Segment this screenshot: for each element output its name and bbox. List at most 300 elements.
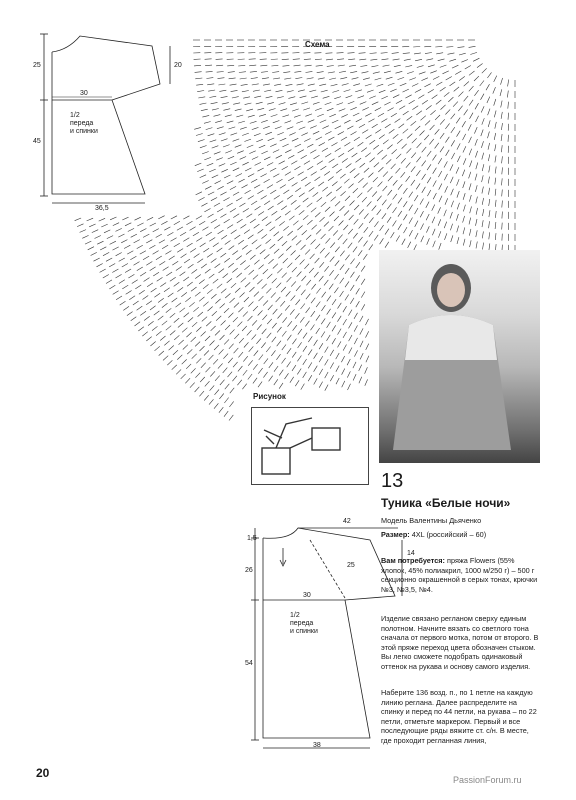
stitch-mark — [97, 264, 103, 267]
stitch-mark — [240, 224, 246, 228]
stitch-mark — [276, 283, 281, 288]
stitch-mark — [214, 203, 220, 206]
stitch-mark — [354, 137, 360, 141]
stitch-mark — [232, 97, 239, 98]
stitch-mark — [288, 231, 293, 236]
stitch-mark — [228, 313, 233, 318]
stitch-mark — [444, 210, 447, 217]
stitch-mark — [219, 164, 225, 167]
stitch-mark — [369, 96, 376, 99]
stitch-mark — [282, 273, 287, 278]
stitch-mark — [283, 72, 290, 73]
stitch-mark — [259, 355, 263, 361]
stitch-mark — [304, 264, 309, 269]
stitch-mark — [230, 329, 235, 334]
stitch-mark — [255, 206, 261, 210]
stitch-mark — [106, 258, 112, 261]
stitch-mark — [196, 84, 203, 85]
stitch-mark — [366, 356, 369, 362]
stitch-mark — [469, 71, 475, 75]
top-label-30: 30 — [80, 90, 88, 97]
stitch-mark — [179, 340, 184, 345]
stitch-mark — [475, 174, 477, 181]
stitch-mark — [260, 59, 267, 60]
stitch-mark — [372, 192, 377, 197]
stitch-mark — [303, 372, 307, 378]
stitch-mark — [426, 105, 432, 109]
stitch-mark — [247, 330, 252, 335]
stitch-mark — [300, 259, 305, 264]
stitch-mark — [207, 84, 214, 85]
stitch-mark — [235, 288, 240, 293]
stitch-mark — [242, 133, 249, 135]
stitch-mark — [198, 97, 205, 98]
stitch-mark — [362, 107, 368, 110]
stitch-mark — [349, 348, 352, 354]
stitch-mark — [311, 284, 315, 289]
stitch-mark — [116, 228, 122, 231]
stitch-mark — [391, 232, 395, 238]
stitch-mark — [337, 103, 344, 105]
stitch-mark — [304, 161, 310, 165]
stitch-mark — [206, 128, 213, 130]
stitch-mark — [241, 84, 248, 85]
stitch-mark — [238, 366, 243, 371]
stitch-mark — [303, 215, 308, 220]
stitch-mark — [395, 119, 401, 123]
stitch-mark — [375, 78, 382, 80]
bottom-label-25: 25 — [347, 562, 355, 569]
stitch-mark — [438, 59, 445, 61]
stitch-mark — [373, 177, 378, 182]
stitch-mark — [137, 267, 143, 271]
stitch-mark — [502, 178, 503, 185]
stitch-mark — [306, 71, 313, 72]
stitch-mark — [162, 303, 168, 307]
stitch-mark — [433, 181, 436, 187]
stitch-mark — [326, 53, 333, 54]
stitch-mark — [234, 303, 239, 308]
stitch-mark — [192, 322, 197, 327]
stitch-mark — [234, 334, 239, 339]
stitch-mark — [177, 249, 183, 253]
stitch-mark — [174, 282, 180, 286]
stitch-mark — [109, 264, 115, 267]
stitch-mark — [470, 52, 477, 54]
stitch-mark — [301, 155, 307, 158]
stitch-mark — [305, 321, 309, 327]
stitch-mark — [381, 53, 388, 54]
stitch-mark — [135, 322, 141, 326]
stitch-mark — [309, 187, 315, 191]
stitch-mark — [469, 100, 473, 106]
stitch-mark — [200, 175, 206, 178]
stitch-mark — [385, 124, 391, 128]
stitch-mark — [347, 126, 353, 129]
stitch-mark — [378, 167, 383, 172]
stitch-mark — [286, 84, 293, 85]
stitch-mark — [308, 375, 312, 381]
stitch-mark — [274, 379, 278, 385]
stitch-mark — [324, 222, 329, 227]
stitch-mark — [330, 243, 335, 248]
size-value: 4XL (российский – 60) — [411, 530, 487, 539]
stitch-mark — [274, 84, 281, 85]
stitch-mark — [303, 333, 307, 339]
stitch-mark — [264, 254, 269, 259]
stitch-mark — [275, 216, 281, 220]
stitch-mark — [122, 285, 128, 289]
stitch-mark — [242, 91, 249, 92]
stitch-mark — [142, 332, 148, 336]
stitch-mark — [440, 146, 444, 152]
stitch-mark — [432, 205, 435, 211]
stitch-mark — [482, 220, 483, 227]
stitch-mark — [277, 341, 281, 347]
stitch-mark — [330, 257, 335, 262]
stitch-mark — [328, 137, 334, 140]
model-author: Модель Валентины Дьяченко — [381, 516, 482, 525]
stitch-mark — [407, 72, 414, 74]
stitch-mark — [313, 102, 320, 104]
stitch-mark — [317, 114, 324, 117]
stitch-mark — [166, 326, 171, 331]
stitch-mark — [249, 59, 256, 60]
stitch-mark — [377, 84, 384, 86]
stitch-mark — [350, 285, 354, 291]
stitch-mark — [469, 218, 471, 225]
model-size — [381, 530, 540, 540]
stitch-mark — [449, 59, 456, 61]
stitch-mark — [282, 331, 286, 337]
stitch-mark — [240, 261, 245, 265]
stitch-mark — [383, 140, 389, 144]
stitch-mark — [307, 78, 314, 79]
stitch-mark — [143, 256, 149, 260]
stitch-mark — [310, 254, 315, 259]
stitch-mark — [195, 373, 200, 378]
stitch-mark — [367, 201, 372, 206]
stitch-mark — [370, 59, 377, 60]
stitch-mark — [214, 345, 219, 350]
stitch-mark — [393, 134, 399, 138]
stitch-mark — [461, 60, 468, 63]
stitch-mark — [338, 329, 342, 335]
stitch-mark — [348, 101, 355, 104]
stitch-mark — [250, 71, 257, 72]
stitch-mark — [218, 78, 225, 79]
stitch-mark — [217, 209, 223, 213]
stitch-mark — [327, 66, 334, 67]
stitch-mark — [204, 351, 209, 356]
stitch-mark — [140, 229, 146, 232]
stitch-mark — [113, 223, 119, 226]
stitch-mark — [125, 269, 131, 273]
stitch-mark — [345, 255, 349, 261]
stitch-mark — [156, 234, 162, 237]
stitch-mark — [482, 198, 483, 205]
stitch-mark — [273, 150, 279, 153]
stitch-mark — [502, 223, 503, 230]
stitch-mark — [457, 143, 460, 149]
stitch-mark — [298, 90, 305, 92]
stitch-mark — [405, 65, 412, 67]
stitch-mark — [259, 114, 266, 116]
bottom-piece-label: 1/2 переда и спинки — [290, 612, 318, 635]
stitch-mark — [406, 176, 410, 182]
stitch-mark — [186, 364, 191, 369]
stitch-mark — [276, 155, 282, 158]
paragraph-2: Наберите 136 возд. п., по 1 петле на каждую линию реглана. Далее распределите на спинку и перед по 44 петли, на рукава – по 22 петли, отметьте маркером. Первый и все последующие ряды вяжите ст. с/н. В месте, где проходит регланная линия, — [381, 688, 537, 745]
stitch-mark — [362, 197, 367, 202]
stitch-mark — [476, 208, 478, 215]
stitch-mark — [298, 329, 302, 335]
stitch-mark — [380, 225, 384, 231]
stitch-mark — [487, 97, 490, 103]
stitch-mark — [483, 243, 484, 250]
stitch-mark — [249, 65, 256, 66]
stitch-mark — [241, 278, 246, 283]
stitch-mark — [151, 288, 157, 292]
stitch-mark — [276, 354, 280, 360]
stitch-mark — [403, 201, 407, 207]
stitch-mark — [225, 241, 231, 245]
stitch-mark — [222, 103, 229, 105]
stitch-mark — [292, 236, 297, 241]
stitch-mark — [440, 119, 445, 124]
stitch-mark — [256, 339, 261, 344]
stitch-mark — [458, 106, 462, 111]
bottom-label-26: 26 — [245, 567, 253, 574]
stitch-mark — [329, 159, 335, 163]
stitch-mark — [494, 111, 496, 118]
stitch-mark — [332, 164, 338, 168]
stitch-mark — [360, 353, 363, 359]
stitch-mark — [475, 103, 479, 109]
stitch-mark — [373, 72, 380, 74]
stitch-mark — [207, 289, 212, 293]
stitch-mark — [295, 205, 301, 209]
stitch-mark — [204, 395, 209, 400]
stitch-mark — [150, 342, 155, 347]
stitch-mark — [334, 216, 339, 221]
stitch-mark — [445, 233, 447, 240]
stitch-mark — [408, 242, 411, 248]
stitch-mark — [296, 121, 303, 123]
stitch-mark — [244, 265, 249, 270]
stitch-mark — [292, 352, 296, 358]
stitch-mark — [164, 288, 170, 292]
stitch-mark — [365, 319, 368, 325]
stitch-mark — [380, 238, 384, 244]
stitch-mark — [295, 144, 301, 147]
stitch-mark — [286, 246, 291, 251]
stitch-mark — [409, 218, 413, 224]
stitch-mark — [216, 59, 223, 60]
stitch-mark — [249, 287, 254, 292]
stitch-mark — [232, 376, 237, 381]
stitch-mark — [251, 78, 258, 79]
stitch-mark — [268, 305, 273, 310]
stitch-mark — [481, 94, 485, 100]
stitch-mark — [427, 177, 431, 183]
stitch-mark — [282, 59, 289, 60]
stitch-mark — [301, 102, 308, 104]
stitch-mark — [421, 116, 426, 121]
stitch-mark — [199, 221, 205, 225]
stitch-mark — [233, 362, 238, 367]
stitch-mark — [202, 181, 208, 184]
stitch-mark — [272, 337, 276, 342]
stitch-mark — [435, 129, 440, 134]
stitch-mark — [422, 187, 426, 193]
stitch-mark — [211, 219, 217, 223]
stitch-mark — [488, 132, 490, 139]
model-title: Туника «Белые ночи» — [381, 496, 511, 510]
stitch-mark — [451, 140, 455, 146]
stitch-mark — [278, 237, 283, 242]
stitch-mark — [266, 222, 272, 226]
stitch-mark — [451, 235, 453, 242]
stitch-mark — [206, 78, 213, 79]
stitch-mark — [396, 236, 400, 242]
stitch-mark — [311, 208, 316, 213]
stitch-mark — [279, 370, 283, 376]
stitch-mark — [281, 206, 287, 210]
stitch-mark — [361, 279, 365, 285]
stitch-mark — [406, 148, 411, 153]
stitch-mark — [146, 337, 151, 341]
stitch-mark — [469, 195, 471, 202]
stitch-mark — [229, 127, 236, 129]
stitch-mark — [464, 82, 469, 87]
stitch-mark — [77, 224, 83, 227]
model-photo — [379, 250, 540, 463]
stitch-mark — [248, 374, 252, 380]
stitch-mark — [131, 317, 137, 321]
stitch-mark — [343, 306, 347, 312]
stitch-mark — [277, 268, 282, 273]
stitch-mark — [215, 264, 221, 268]
stitch-mark — [353, 233, 357, 238]
stitch-mark — [350, 71, 357, 72]
stitch-mark — [457, 237, 459, 244]
stitch-mark — [290, 103, 297, 105]
stitch-mark — [262, 234, 268, 238]
stitch-mark — [340, 264, 344, 270]
stitch-mark — [293, 59, 300, 60]
stitch-mark — [227, 225, 233, 229]
stitch-mark — [282, 241, 287, 246]
stitch-mark — [261, 174, 267, 177]
stitch-mark — [315, 108, 322, 110]
stitch-mark — [495, 178, 496, 185]
stitch-mark — [305, 114, 312, 116]
stitch-mark — [444, 222, 447, 229]
stitch-mark — [301, 304, 305, 310]
stitch-mark — [245, 103, 252, 105]
stitch-mark — [342, 369, 345, 375]
stitch-mark — [369, 244, 373, 250]
bottom-label-38: 38 — [313, 742, 321, 749]
stitch-mark — [267, 163, 273, 166]
stitch-mark — [167, 232, 173, 235]
stitch-mark — [346, 164, 352, 168]
stitch-mark — [245, 168, 251, 171]
stitch-mark — [451, 153, 454, 159]
stitch-mark — [316, 288, 320, 294]
stitch-mark — [456, 118, 460, 124]
stitch-mark — [365, 84, 372, 86]
stitch-mark — [285, 373, 289, 379]
stitch-mark — [202, 115, 209, 117]
stitch-mark — [324, 280, 328, 286]
stitch-mark — [301, 384, 305, 390]
stitch-mark — [475, 185, 477, 192]
stitch-mark — [200, 243, 206, 247]
stitch-mark — [182, 328, 187, 333]
stitch-mark — [211, 326, 216, 331]
stitch-mark — [219, 133, 226, 135]
stitch-mark — [224, 219, 230, 223]
stitch-mark — [413, 47, 420, 48]
stitch-mark — [233, 192, 239, 195]
stitch-mark — [91, 252, 97, 255]
stitch-mark — [139, 290, 145, 294]
stitch-mark — [257, 108, 264, 110]
stitch-mark — [321, 332, 325, 338]
stitch-mark — [463, 181, 465, 188]
stitch-mark — [320, 166, 326, 170]
stitch-mark — [255, 162, 261, 165]
stitch-mark — [469, 46, 476, 47]
stitch-mark — [482, 118, 485, 125]
stitch-mark — [502, 201, 503, 208]
stitch-mark — [488, 109, 490, 116]
stitch-mark — [335, 274, 339, 280]
stitch-mark — [409, 192, 413, 198]
stitch-mark — [267, 185, 273, 189]
stitch-mark — [177, 355, 182, 360]
stitch-mark — [494, 133, 496, 140]
stitch-mark — [416, 170, 420, 176]
stitch-mark — [481, 141, 483, 148]
stitch-mark — [308, 362, 312, 368]
stitch-mark — [162, 321, 167, 325]
stitch-mark — [149, 245, 155, 248]
stitch-mark — [160, 283, 166, 287]
stitch-mark — [80, 230, 86, 233]
stitch-mark — [264, 358, 268, 364]
stitch-mark — [205, 269, 211, 273]
stitch-mark — [476, 197, 478, 204]
stitch-mark — [392, 149, 397, 154]
stitch-mark — [338, 132, 344, 135]
stitch-mark — [340, 278, 344, 284]
stitch-mark — [252, 320, 257, 325]
stitch-mark — [254, 96, 261, 98]
stitch-mark — [285, 211, 291, 215]
stitch-mark — [159, 261, 165, 265]
stitch-mark — [440, 65, 447, 67]
stitch-mark — [259, 145, 265, 148]
stitch-mark — [502, 190, 503, 197]
stitch-mark — [463, 193, 465, 200]
model-materials — [381, 556, 540, 594]
stitch-mark — [325, 372, 328, 378]
stitch-mark — [366, 344, 369, 350]
stitch-mark — [94, 258, 100, 261]
